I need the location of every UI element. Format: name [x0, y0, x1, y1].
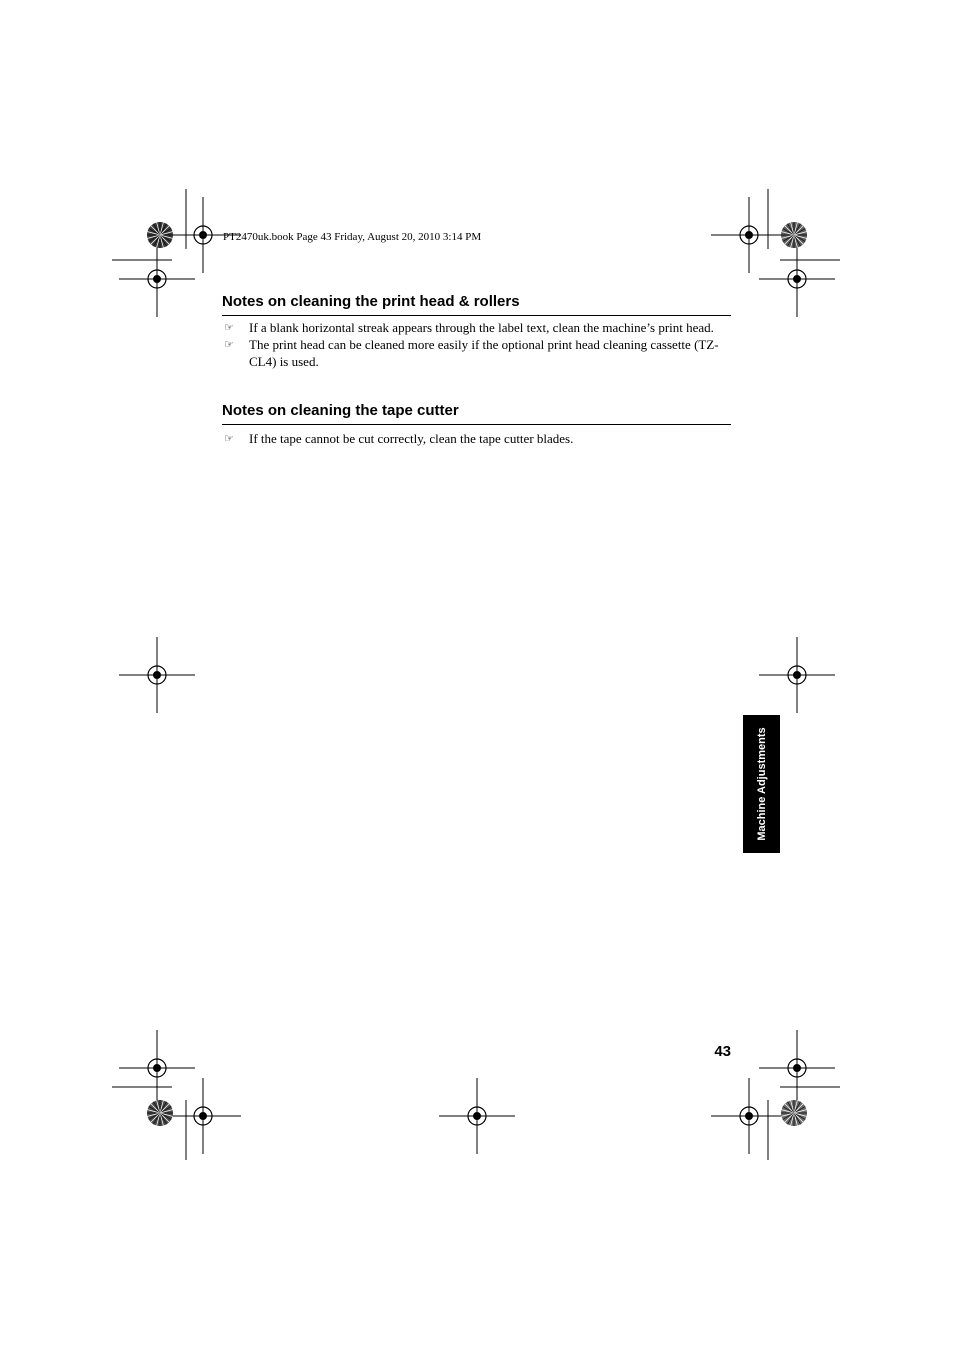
note-text: If the tape cannot be cut correctly, clean the tape cutter blades.: [249, 431, 574, 446]
chapter-side-tab: [743, 715, 780, 853]
file-info-header: PT2470uk.book Page 43 Friday, August 20, 2010 3:14 PM: [223, 231, 482, 243]
note-text: If a blank horizontal streak appears through the label text, clean the machine’s print head.: [249, 320, 714, 335]
registration-mark-icon: [119, 1030, 195, 1106]
registration-mark-icon: [119, 241, 195, 317]
section-title: Notes on cleaning the tape cutter: [222, 402, 731, 425]
registration-mark-icon: [711, 197, 787, 273]
page-number: 43: [714, 1043, 731, 1060]
pointing-hand-icon: ☞: [224, 432, 234, 445]
registration-mark-icon: [119, 637, 195, 713]
starburst-icon: [781, 222, 807, 248]
starburst-icon: [147, 1100, 173, 1126]
notes-list: [222, 319, 731, 370]
pointing-hand-icon: ☞: [224, 321, 234, 334]
section-tape-cutter: [222, 402, 731, 447]
registration-mark-icon: [165, 1078, 241, 1154]
list-item: [222, 430, 731, 447]
pointing-hand-icon: ☞: [224, 338, 234, 351]
registration-mark-icon: [759, 1030, 835, 1106]
starburst-icon: [147, 222, 173, 248]
registration-mark-icon: [711, 1078, 787, 1154]
registration-mark-icon: [759, 241, 835, 317]
section-title: Notes on cleaning the print head & rollers: [222, 293, 731, 316]
list-item: [222, 336, 731, 370]
registration-mark-icon: [439, 1078, 515, 1154]
starburst-icon: [781, 1100, 807, 1126]
side-tab-label: Machine Adjustments: [755, 727, 768, 841]
registration-mark-icon: [759, 637, 835, 713]
notes-list: [222, 430, 731, 447]
section-print-head: [222, 293, 731, 370]
note-text: The print head can be cleaned more easily if the optional print head cleaning cassette (TZ-CL4) is used.: [249, 337, 719, 369]
list-item: [222, 319, 731, 336]
